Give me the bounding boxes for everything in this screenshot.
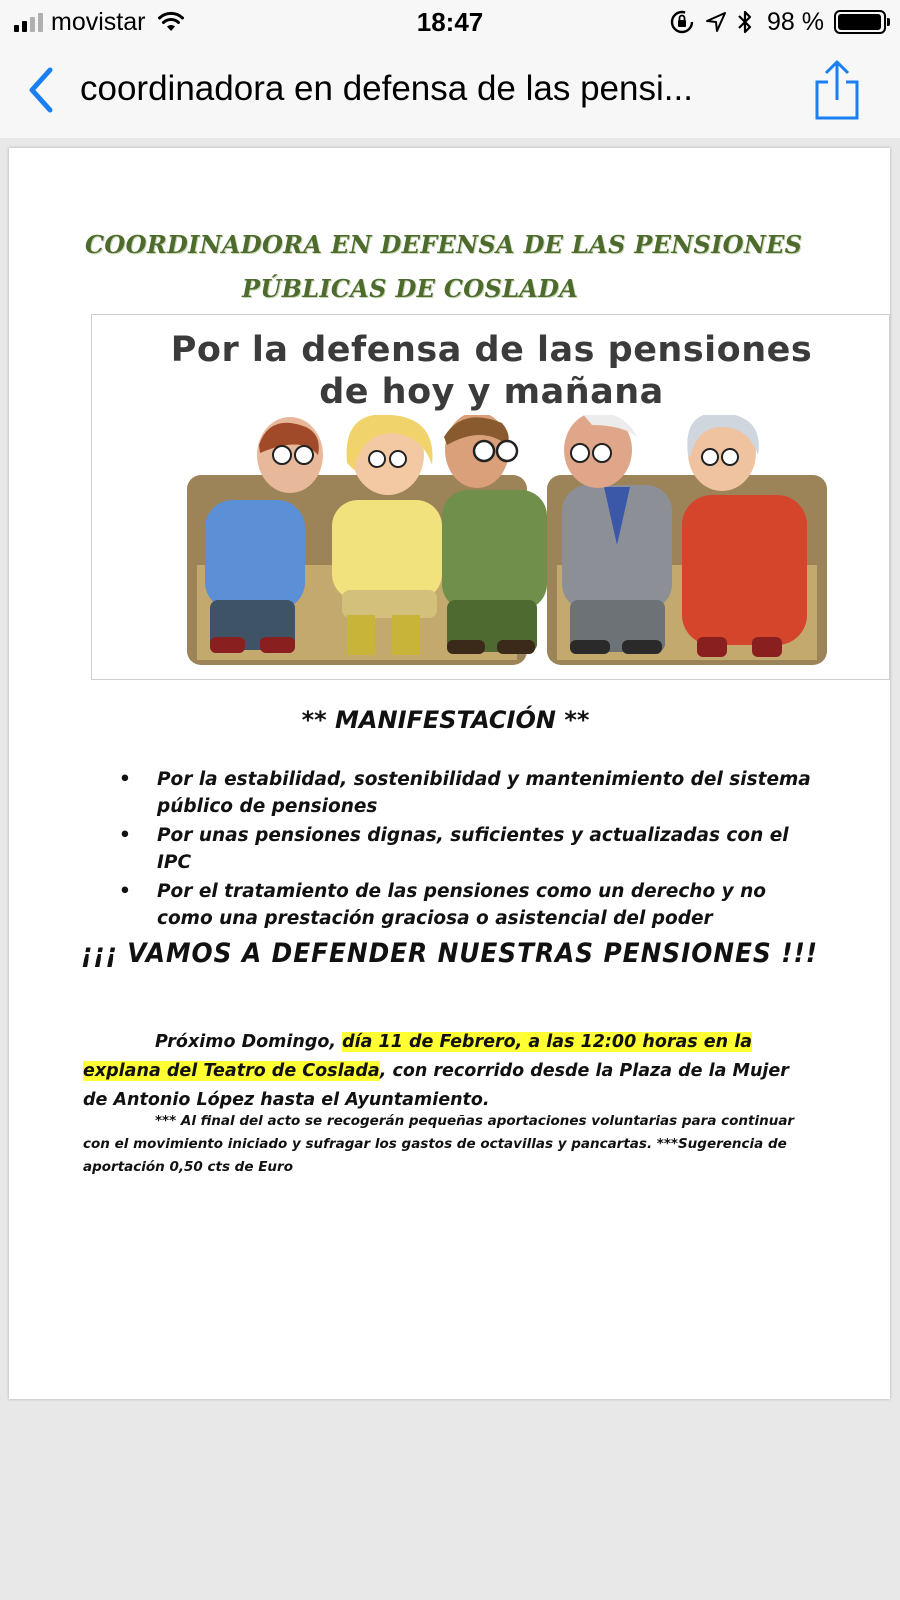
bullet: • (119, 769, 131, 790)
status-bar (0, 0, 900, 44)
navigation-bar (0, 44, 900, 139)
battery-fill (838, 14, 881, 30)
rotation-lock-icon (669, 9, 695, 35)
location-arrow-icon (705, 11, 727, 33)
back-button[interactable] (20, 64, 64, 116)
battery-icon (834, 10, 886, 34)
event-intro: Próximo Domingo, (155, 1032, 343, 1052)
bluetooth-icon (737, 9, 753, 35)
pensioners-illustration (91, 314, 890, 680)
demands-list (119, 766, 819, 934)
seated-pensioners-drawing (92, 415, 890, 680)
list-item (119, 766, 819, 820)
banner-headline-line1: Por la defensa de las pensiones (170, 330, 813, 370)
demand-text: Por unas pensiones dignas, suficientes y actualizadas con el IPC (157, 825, 789, 873)
list-item (119, 822, 819, 876)
share-icon (812, 60, 862, 122)
organization-title-line1: COORDINADORA EN DEFENSA DE LAS PENSIONES (85, 230, 803, 259)
status-icons (669, 7, 886, 37)
bullet: • (119, 825, 131, 846)
carrier-name: movistar (51, 8, 146, 36)
battery-percentage: 98 % (767, 8, 824, 36)
event-date-location-highlight: día 11 de Febrero, a las 12:00 horas en la explana del Teatro de Coslada (83, 1032, 753, 1081)
manifestation-heading: ** MANIFESTACIÓN ** (301, 706, 590, 734)
bullet: • (119, 881, 131, 902)
document-title: coordinadora en defensa de las pensi... (80, 69, 693, 108)
share-button[interactable] (812, 60, 862, 122)
donation-note (83, 1110, 813, 1179)
event-details-paragraph (83, 1028, 813, 1115)
clock: 18:47 (416, 7, 484, 37)
donation-note-text: *** Al final del acto se recogerán pequeñas aportaciones voluntarias para continuar con el movimiento iniciado y sufragar los gastos de octavillas y pancartas. ***Sugerencia de aportación 0,50 cts de Euro (83, 1113, 795, 1175)
organization-title-line2: PÚBLICAS DE COSLADA (242, 274, 579, 303)
list-item (119, 878, 819, 932)
chevron-left-icon (20, 64, 64, 116)
document-page (9, 148, 890, 1399)
banner-headline-line2: de hoy y mañana (319, 372, 664, 412)
slogan: ¡¡¡ VAMOS A DEFENDER NUESTRAS PENSIONES !!! (80, 938, 819, 969)
document-viewer[interactable] (0, 138, 900, 1600)
event-route: , con recorrido desde la Plaza de la Mujer de Antonio López hasta el Ayuntamiento. (83, 1061, 789, 1110)
demand-text: Por el tratamiento de las pensiones como un derecho y no como una prestación graciosa o asistencial del poder (157, 881, 766, 929)
demand-text: Por la estabilidad, sostenibilidad y mantenimiento del sistema público de pensiones (157, 769, 811, 817)
